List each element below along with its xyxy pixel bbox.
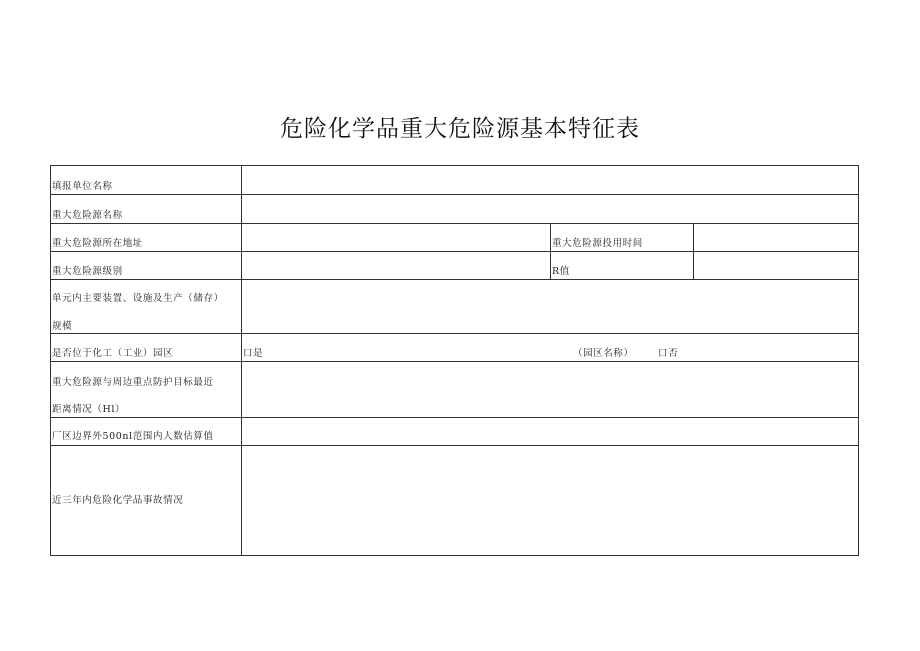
source-name-label: 重大危险源名称 (52, 210, 123, 221)
main-devices-field[interactable] (242, 280, 858, 333)
distance-label-line2: 距离情况（Hl） (52, 404, 126, 415)
r-value-label: R值 (552, 266, 570, 277)
commission-time-field[interactable] (694, 224, 858, 251)
source-name-field[interactable] (242, 195, 858, 223)
unit-name-label: 填报单位名称 (52, 181, 113, 192)
distance-field[interactable] (242, 362, 858, 417)
in-park-label: 是否位于化工（工业）园区 (52, 348, 174, 359)
unit-name-field[interactable] (242, 166, 858, 194)
accidents-field[interactable] (242, 446, 858, 555)
source-level-field[interactable] (242, 252, 550, 279)
source-address-label: 重大危险源所在地址 (52, 238, 143, 249)
page-title: 危险化学品重大危险源基本特征表 (280, 116, 640, 142)
in-park-yes-checkbox[interactable]: 口是 (243, 348, 264, 359)
row-divider (50, 333, 859, 334)
distance-label-line1: 重大危险源与周边重点防护目标最近 (52, 377, 214, 388)
main-devices-label-line2: 规模 (52, 321, 73, 332)
population-label: 厂区边界外500nl范围内人数估算值 (52, 431, 214, 442)
source-address-field[interactable] (242, 224, 550, 251)
accidents-label: 近三年内危险化学品事故情况 (52, 495, 184, 506)
table-border-bottom (50, 555, 859, 556)
main-devices-label-line1: 单元内主要装置、设施及生产（储存） (52, 293, 224, 304)
park-name-label: （园区名称） (573, 348, 634, 359)
r-value-field[interactable] (694, 252, 858, 279)
sub-column-divider (550, 223, 551, 280)
in-park-no-checkbox[interactable]: 口否 (658, 348, 679, 359)
population-field[interactable] (242, 418, 858, 445)
table-border-right (858, 165, 859, 556)
feature-table (50, 165, 859, 556)
commission-time-label: 重大危险源投用时间 (552, 238, 643, 249)
source-level-label: 重大危险源级别 (52, 266, 123, 277)
table-border-left (50, 165, 51, 556)
